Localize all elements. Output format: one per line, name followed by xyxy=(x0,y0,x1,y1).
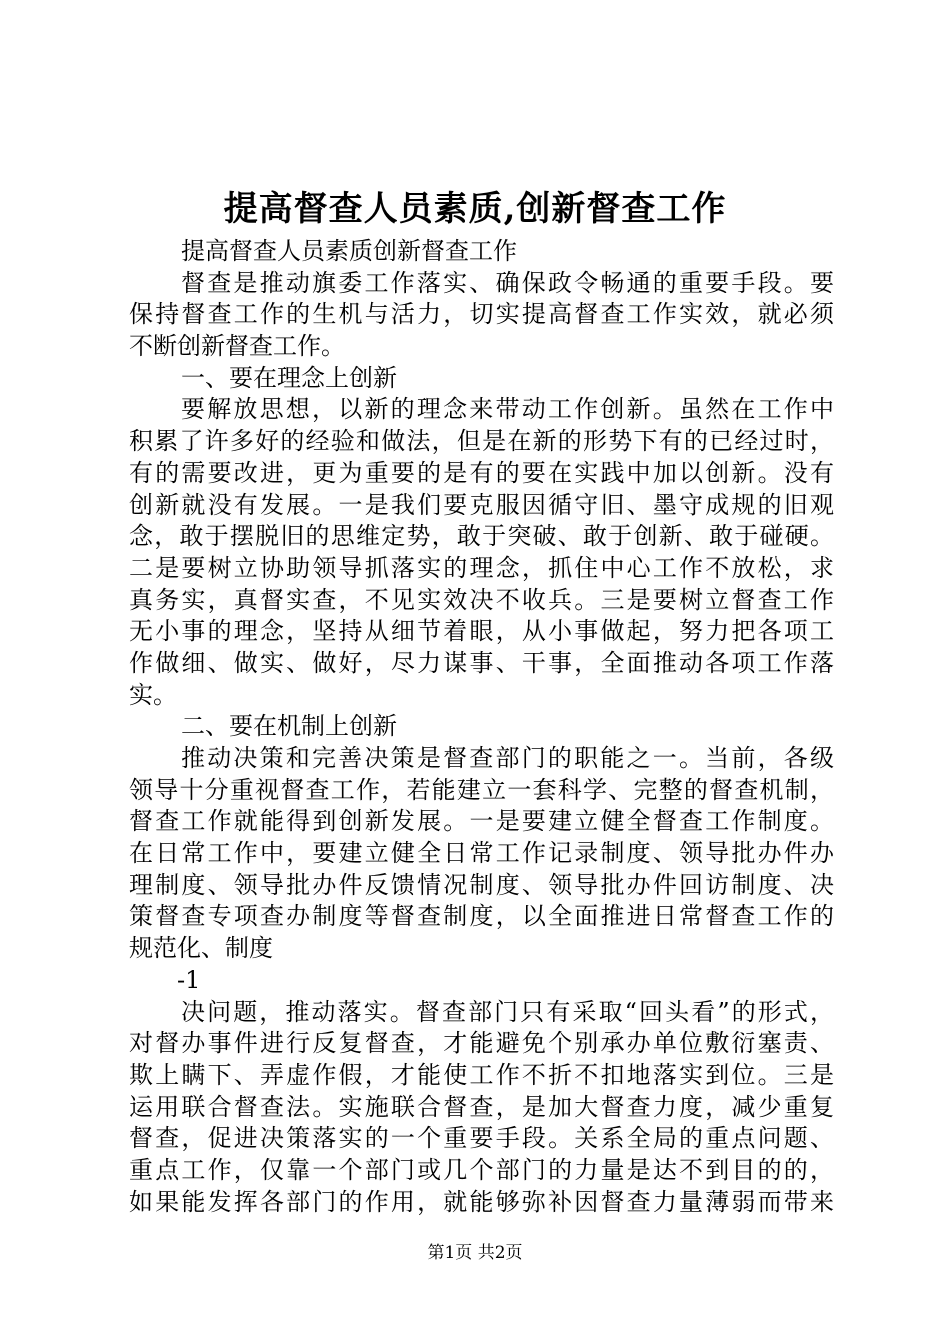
text-line: 督查，促进决策落实的一个重要手段。关系全局的重点问题、 xyxy=(129,1124,834,1153)
text-line: 念，敢于摆脱旧的思维定势，敢于突破、敢于创新、敢于碰硬。 xyxy=(129,522,834,551)
text-line: 推动决策和完善决策是督查部门的职能之一。当前，各级 xyxy=(181,744,834,772)
text-line: 理制度、领导批办件反馈情况制度、领导批办件回访制度、决 xyxy=(129,870,834,899)
text-line: 重点工作，仅靠一个部门或几个部门的力量是达不到目的的， xyxy=(129,1155,834,1184)
text-line: 实。 xyxy=(129,680,177,709)
text-line: 督查是推动旗委工作落实、确保政令畅通的重要手段。要 xyxy=(181,268,834,297)
text-line: 领导十分重视督查工作，若能建立一套科学、完整的督查机制， xyxy=(129,775,834,804)
text-line: 要解放思想，以新的理念来带动工作创新。虽然在工作中 xyxy=(181,395,834,424)
text-line: 创新就没有发展。一是我们要克服因循守旧、墨守成规的旧观 xyxy=(129,490,834,519)
text-line: 二是要树立协助领导抓落实的理念，抓住中心工作不放松，求 xyxy=(129,553,834,582)
document-body xyxy=(129,236,834,1218)
text-line: 积累了许多好的经验和做法，但是在新的形势下有的已经过时， xyxy=(129,427,834,456)
text-line: 对督办事件进行反复督查，才能避免个别承办单位敷衍塞责、 xyxy=(129,1029,834,1058)
text-line: 一、要在理念上创新 xyxy=(181,363,397,392)
text-line: 规范化、制度 xyxy=(129,934,273,963)
text-line: 作做细、做实、做好，尽力谋事、干事，全面推动各项工作落 xyxy=(129,648,834,677)
text-line: 无小事的理念，坚持从细节着眼，从小事做起，努力把各项工 xyxy=(129,617,834,646)
text-line: 在日常工作中，要建立健全日常工作记录制度、领导批办件办 xyxy=(129,839,834,868)
text-line: 运用联合督查法。实施联合督查，是加大督查力度，减少重复 xyxy=(129,1092,834,1121)
text-line: 提高督查人员素质创新督查工作 xyxy=(181,237,517,265)
inline-page-number: -1 xyxy=(177,965,201,994)
text-line: 决问题，推动落实。督查部门只有采取“回头看”的形式， xyxy=(181,997,834,1026)
page-footer: 第1页 共2页 xyxy=(427,1243,523,1263)
text-line: 保持督查工作的生机与活力，切实提高督查工作实效，就必须 xyxy=(129,300,834,329)
document-title: 提高督查人员素质,创新督查工作 xyxy=(223,189,727,229)
text-line: 欺上瞒下、弄虚作假，才能使工作不折不扣地落实到位。三是 xyxy=(129,1060,834,1089)
text-line: 真务实，真督实查，不见实效决不收兵。三是要树立督查工作 xyxy=(129,585,834,614)
text-line: 如果能发挥各部门的作用，就能够弥补因督查力量薄弱而带来 xyxy=(129,1187,834,1216)
text-line: 督查工作就能得到创新发展。一是要建立健全督查工作制度。 xyxy=(129,807,834,836)
text-line: 不断创新督查工作。 xyxy=(129,332,345,361)
text-line: 策督查专项查办制度等督查制度，以全面推进日常督查工作的 xyxy=(129,902,834,931)
text-line: 有的需要改进，更为重要的是有的要在实践中加以创新。没有 xyxy=(129,458,834,487)
text-line: 二、要在机制上创新 xyxy=(181,712,397,741)
